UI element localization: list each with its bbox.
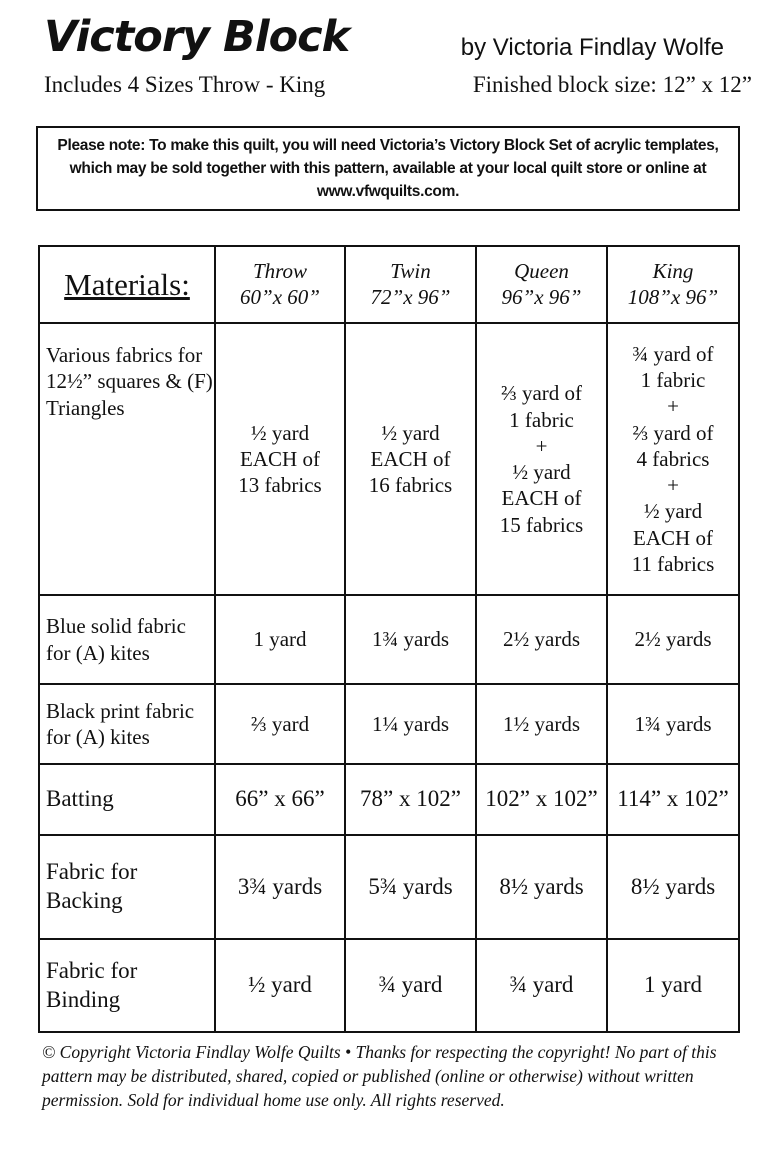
value-twin: 1¼ yards — [345, 684, 476, 764]
row-batting — [39, 764, 739, 835]
value-twin: ¾ yard — [345, 939, 476, 1032]
size-name: King — [652, 259, 694, 284]
size-header-king — [607, 246, 739, 323]
value-throw: 66” x 66” — [215, 764, 345, 835]
size-name: Throw — [252, 259, 308, 284]
value-twin: 5¾ yards — [345, 835, 476, 939]
value-throw: ½ yard EACH of 13 fabrics — [215, 323, 345, 595]
templates-note-text: Please note: To make this quilt, you will need Victoria’s Victory Block Set of acrylic templates, which may be sold together with this pattern, available at your local quilt store or online at www.vfwquilts.com. — [57, 136, 719, 201]
value-queen: ⅔ yard of 1 fabric + ½ yard EACH of 15 fabrics — [476, 323, 607, 595]
size-header-queen — [476, 246, 607, 323]
size-dims: 96”x 96” — [501, 284, 582, 309]
row-various-fabrics — [39, 323, 739, 595]
size-name: Twin — [390, 259, 431, 284]
row-label: Batting — [39, 764, 215, 835]
size-dims: 108”x 96” — [627, 284, 719, 309]
size-dims: 72”x 96” — [370, 284, 451, 309]
value-king: 1¾ yards — [607, 684, 739, 764]
value-king: 8½ yards — [607, 835, 739, 939]
row-blue-solid — [39, 595, 739, 684]
author-byline: by Victoria Findlay Wolfe — [460, 34, 724, 61]
size-header-twin — [345, 246, 476, 323]
materials-heading-cell — [39, 246, 215, 323]
value-throw: ½ yard — [215, 939, 345, 1032]
row-label: Black print fabric for (A) kites — [39, 684, 215, 764]
value-queen: 8½ yards — [476, 835, 607, 939]
row-black-print — [39, 684, 739, 764]
size-name: Queen — [514, 259, 569, 284]
row-backing — [39, 835, 739, 939]
materials-heading: Materials: — [64, 266, 190, 302]
size-dims: 60”x 60” — [240, 284, 320, 309]
value-king: 1 yard — [607, 939, 739, 1032]
row-label: Blue solid fabric for (A) kites — [39, 595, 215, 684]
copyright-footer: © Copyright Victoria Findlay Wolfe Quilts • Thanks for respecting the copyright! No part of this pattern may be distributed, shared, copied or published (online or otherwise) without written permission. Sold for individual home use only. All rights reserved. — [42, 1042, 717, 1111]
value-king: ¾ yard of 1 fabric + ⅔ yard of 4 fabrics + ½ yard EACH of 11 fabrics — [607, 323, 739, 595]
templates-note-box — [36, 126, 740, 211]
materials-table — [38, 245, 740, 1033]
value-throw: ⅔ yard — [215, 684, 345, 764]
row-label: Various fabrics for 12½” squares & (F) Triangles — [39, 323, 215, 595]
value-twin: ½ yard EACH of 16 fabrics — [345, 323, 476, 595]
value-twin: 78” x 102” — [345, 764, 476, 835]
value-throw: 3¾ yards — [215, 835, 345, 939]
value-throw: 1 yard — [215, 595, 345, 684]
finished-block-size: Finished block size: 12” x 12” — [472, 72, 752, 97]
value-king: 114” x 102” — [607, 764, 739, 835]
materials-header-row — [39, 246, 739, 323]
row-label: Fabric for Backing — [39, 835, 215, 939]
value-queen: 2½ yards — [476, 595, 607, 684]
sizes-subtitle: Includes 4 Sizes Throw - King — [44, 72, 326, 97]
row-binding — [39, 939, 739, 1032]
value-queen: ¾ yard — [476, 939, 607, 1032]
size-header-throw — [215, 246, 345, 323]
value-twin: 1¾ yards — [345, 595, 476, 684]
value-king: 2½ yards — [607, 595, 739, 684]
row-label: Fabric for Binding — [39, 939, 215, 1032]
value-queen: 1½ yards — [476, 684, 607, 764]
page-title: Victory Block — [44, 12, 350, 62]
value-queen: 102” x 102” — [476, 764, 607, 835]
